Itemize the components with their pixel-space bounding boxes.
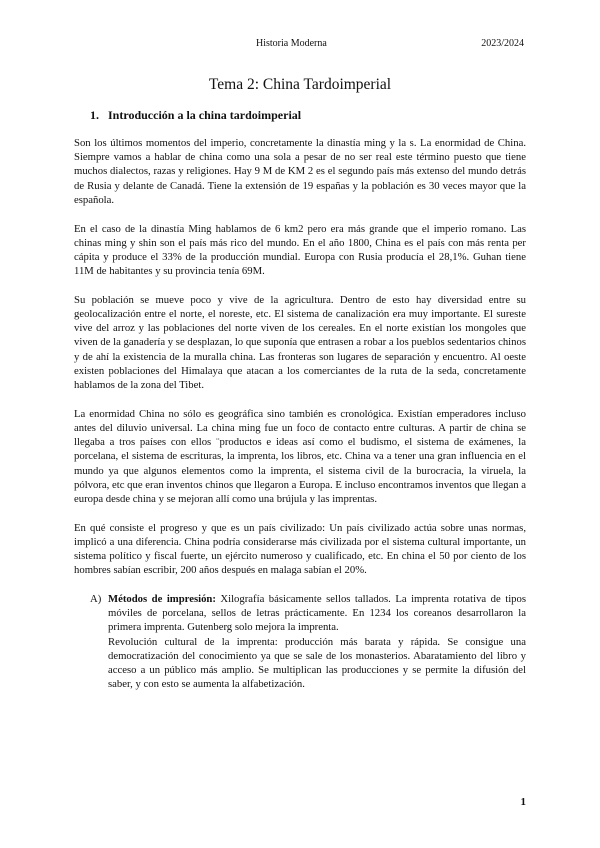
- paragraph: Son los últimos momentos del imperio, concretamente la dinastía ming y la s. La enormidad de China. Siempre vamos a hablar de china como una sola a pesar de no ser real este término puesto que tiene muchos dialectos, razas y religiones. Hay 9 M de KM 2 es el segundo país más extenso del mundo detrás de Rusia y delante de Canadá. Tiene la extensión de 19 españas y la población es 30 veces mayor que la española.: [74, 137, 526, 206]
- paragraph: En el caso de la dinastía Ming hablamos de 6 km2 pero era más grande que el imperio romano. Las chinas ming y shin son el país más rico del mundo. En el año 1800, China es el país con más renta per cápita y produce el 33% de la producción mundial. Europa con Rusia producía el 28,1%. Guhan tiene 11M de habitantes y su provincia tenía 69M.: [74, 222, 526, 278]
- list-item-paragraph: Revolución cultural de la imprenta: producción más barata y rápida. Se consigue una democratización del conocimiento ya que se sale de los monasterios. Abaratamiento del libro y acceso a un público más amplio. Se multiplican las producciones y se permite la difusión del saber, y con esto se aumenta la alfabetización.: [108, 635, 526, 691]
- header-course: Historia Moderna: [256, 38, 327, 49]
- page-number: 1: [520, 796, 526, 808]
- paragraph: La enormidad China no sólo es geográfica sino también es cronológica. Existían emperadores incluso antes del diluvio universal. La china ming fue un foco de contacto entre culturas. A partir de china se llegaba a tros países con ellos ¨productos e ideas así como el budismo, el sistema de exámenes, la porcelana, el sistema de escrituras, la imprenta, los libros, etc. China va a tener una gran influencia en el mundo ya que algunos elementos como la imprenta, el sistema civil de la burocracia, la viruela, la pólvora, etc que eran inventos chinos que llegaron a Europa. E incluso encontramos inventos que llegan a europa desde china y se mejoran allí como una brújula y las imprentas.: [74, 407, 526, 505]
- paragraph: Su población se mueve poco y vive de la agricultura. Dentro de esto hay diversidad entre su geolocalización entre el norte, el noreste, etc. El sistema de canalización era muy importante. El sureste vive del arroz y las poblaciones del norte viven de los cereales. En el norte existían los mongoles que viven de la ganadería y se desplazan, lo que suponía que entrasen a robar a los pueblos sedentarios chinos y de ahí la existencia de la muralla china. Las fronteras son lugares de separación y encuentro. Al oeste existen poblaciones del Himalaya que atacan a los comerciantes de la ruta de la seda, concretamente hablamos de la zona del Tibet.: [74, 293, 526, 392]
- document-body: [74, 136, 526, 691]
- section-heading: [90, 108, 301, 123]
- section-number: 1.: [90, 108, 99, 122]
- list-item: [90, 592, 526, 691]
- list-item-content: [108, 592, 526, 691]
- list-marker: A): [90, 592, 102, 605]
- section-heading-text: Introducción a la china tardoimperial: [108, 108, 302, 122]
- list-item-paragraph: [108, 592, 526, 635]
- list-item-term: Métodos de impresión:: [108, 592, 216, 605]
- page-title: Tema 2: China Tardoimperial: [208, 76, 392, 93]
- paragraph: En qué consiste el progreso y que es un país civilizado: Un país civilizado actúa sobre unas normas, implicó a una diferencia. China podría considerarse más civilizada por el sistema cultural importante, un sistema político y fiscal fuerte, un ejército numeroso y cualificado, etc. En china el 50 por ciento de los hombres sabían escribir, 200 años después en malaga sabían el 20%.: [74, 521, 526, 577]
- header-year: 2023/2024: [481, 38, 524, 49]
- list-item-text: Xilografía básicamente sellos tallados. La imprenta rotativa de tipos móviles de porcelana, sellos de letras prácticamente. En 1234 los coreanos desarrollaron la primera imprenta. Gutenberg solo mejora la imprenta.: [108, 592, 527, 634]
